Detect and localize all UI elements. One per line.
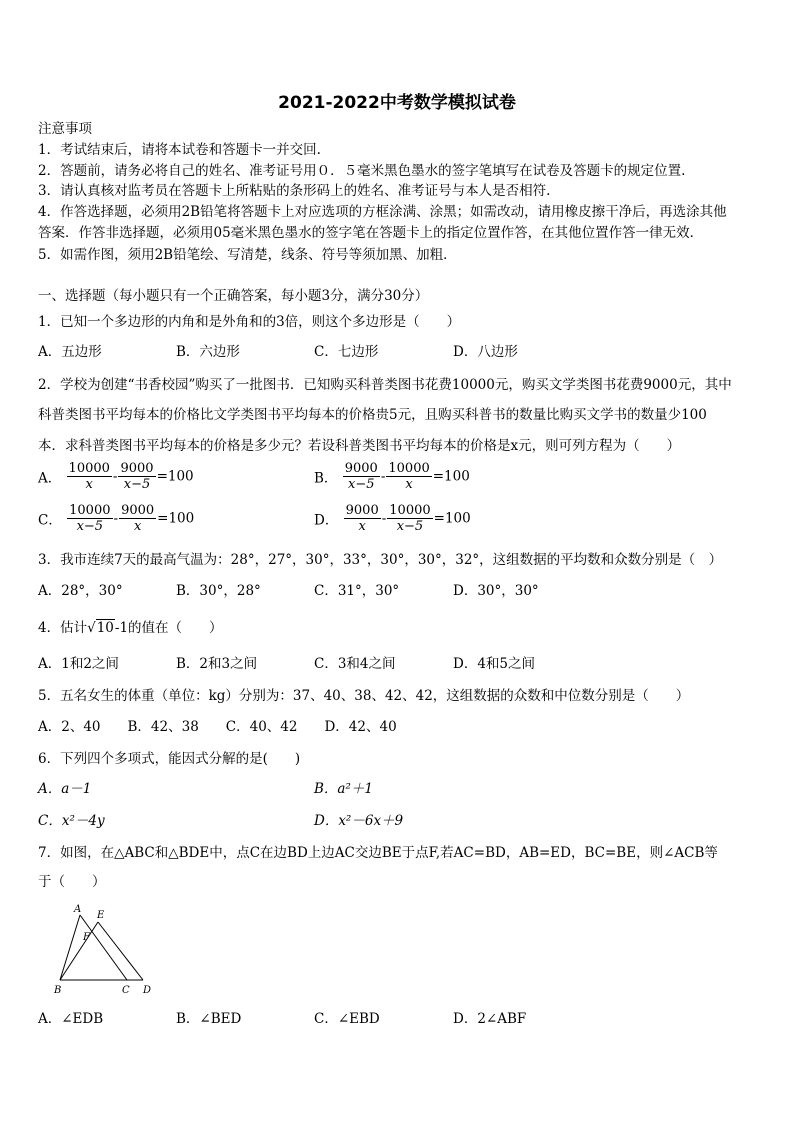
question-3-stem: 3．我市连续7天的最高气温为：28°，27°，30°，33°，30°，30°，32°，这组数据的平均数和众数分别是（ ） — [38, 552, 723, 568]
triangle-figure — [50, 900, 160, 1000]
question-4-stem: 4．估计√10-1的值在（ ） — [38, 620, 223, 636]
q2-option-c: C． $\frac{10000}{x-5}$ - $\frac{9000}{x}$ =100 — [38, 503, 195, 534]
q1-option-c: C．七边形 — [314, 344, 379, 360]
q6-option-b: B．a²＋1 — [314, 781, 373, 797]
q7-option-b: B．∠BED — [176, 1011, 242, 1027]
q3-option-c: C．31°，30° — [314, 583, 400, 599]
q6-option-d: D．x²－6x＋9 — [314, 813, 404, 829]
q1-option-a: A．五边形 — [38, 344, 102, 360]
q6-option-a: A．a－1 — [38, 781, 92, 797]
q3-option-b: B．30°，28° — [176, 583, 261, 599]
segment-ab — [60, 915, 80, 980]
point-c-label: C — [122, 985, 130, 996]
q5-options: A．2、40 B．42、38 C．40、42 D．42、40 — [38, 719, 397, 735]
point-b-label: B — [54, 985, 62, 996]
section-heading: 一、选择题（每小题只有一个正确答案，每小题3分，满分30分） — [38, 288, 429, 304]
question-1-stem: 1．已知一个多边形的内角和是外角和的3倍，则这个多边形是（ ） — [38, 314, 461, 330]
q2-option-a: A． $\frac{10000}{x}$ - $\frac{9000}{x-5}$ =100 — [38, 461, 194, 492]
question-5-stem: 5．五名女生的体重（单位：kg）分别为：37、40、38、42、42，这组数据的众数和中位数分别是（ ） — [38, 688, 690, 704]
q1-option-d: D．八边形 — [453, 344, 518, 360]
page-title: 2021-2022中考数学模拟试卷 — [278, 93, 516, 113]
q3-option-a: A．28°，30° — [38, 583, 123, 599]
q7-option-a: A．∠EDB — [38, 1011, 104, 1027]
sqrt-symbol: √10 — [87, 620, 114, 636]
q7-option-c: C．∠EBD — [314, 1011, 380, 1027]
point-e-label: E — [97, 910, 105, 921]
q1-option-b: B．六边形 — [176, 344, 240, 360]
segment-be — [60, 922, 98, 980]
notice-item: 1．考试结束后，请将本试卷和答题卡一并交回. — [38, 142, 321, 158]
question-6-stem: 6．下列四个多项式，能因式分解的是( ) — [38, 751, 301, 767]
question-2-stem: 本．求科普类图书平均每本的价格是多少元？若设科普类图书平均每本的价格是x元，则可列方程为（ ） — [38, 438, 681, 454]
notice-item: 答案．作答非选择题，必须用05毫米黑色墨水的签字笔在答题卡上的指定位置作答，在其他位置作答一律无效． — [38, 225, 704, 241]
question-2-stem: 2．学校为创建“书香校园”购买了一批图书．已知购买科普类图书花费10000元，购买文学类图书花费9000元，其中 — [38, 377, 732, 393]
notice-item: 5．如需作图，须用2B铅笔绘、写清楚，线条、符号等须加黑、加粗． — [38, 247, 457, 263]
point-f-label: F — [83, 932, 90, 943]
notice-heading: 注意事项 — [38, 121, 92, 137]
question-2-stem: 科普类图书平均每本的价格比文学类图书平均每本的价格贵5元，且购买科普书的数量比购买文学书的数量少100 — [38, 407, 707, 423]
notice-item: 2．答题前，请务必将自己的姓名、准考证号用０．５毫米黑色墨水的签字笔填写在试卷及答题卡的规定位置. — [38, 163, 686, 179]
q6-option-c: C．x²－4y — [38, 813, 105, 829]
notice-item: 3．请认真核对监考员在答题卡上所粘贴的条形码上的姓名、准考证号与本人是否相符. — [38, 183, 551, 199]
q2-option-d: D． $\frac{9000}{x}$ - $\frac{10000}{x-5}$ =100 — [314, 503, 471, 534]
question-7-stem: 7．如图，在△ABC和△BDE中，点C在边BD上边AC交边BE于点F,若AC=BD，AB=ED，BC=BE，则∠ACB等 — [38, 845, 718, 861]
q4-option-b: B．2和3之间 — [176, 656, 258, 672]
q3-option-d: D．30°，30° — [453, 583, 539, 599]
q4-option-a: A．1和2之间 — [38, 656, 119, 672]
point-d-label: D — [143, 985, 152, 996]
q4-option-c: C．3和4之间 — [314, 656, 396, 672]
question-7-stem: 于（ ） — [38, 874, 106, 890]
point-a-label: A — [74, 904, 82, 915]
segment-ac — [80, 915, 127, 980]
q2-option-b: B． $\frac{9000}{x-5}$ - $\frac{10000}{x}$ =100 — [314, 461, 470, 492]
notice-item: 4．作答选择题，必须用2B铅笔将答题卡上对应选项的方框涂满、涂黑；如需改动，请用橡皮擦干净后，再选涂其他 — [38, 204, 727, 220]
q4-option-d: D．4和5之间 — [453, 656, 536, 672]
q7-option-d: D．2∠ABF — [453, 1011, 527, 1027]
